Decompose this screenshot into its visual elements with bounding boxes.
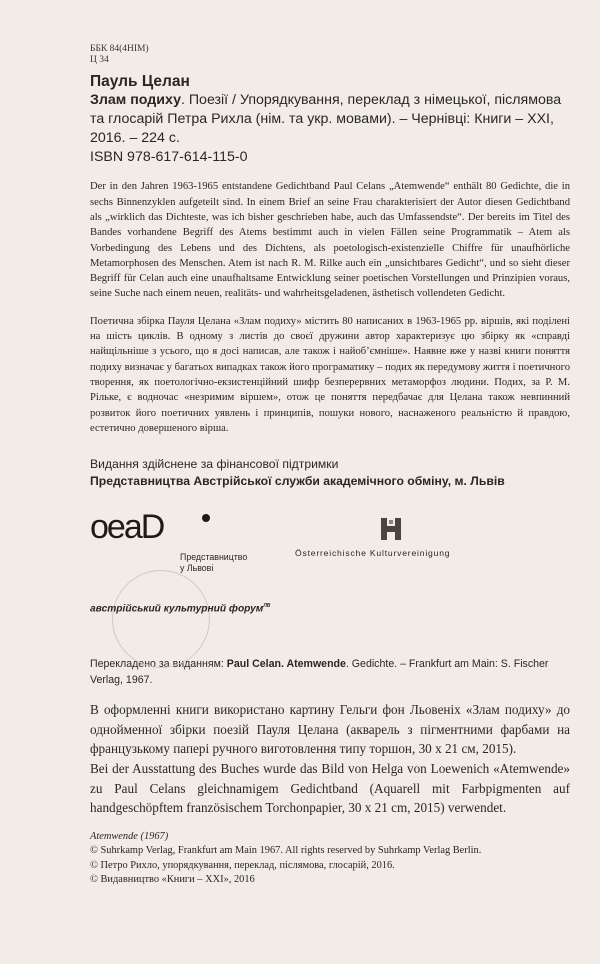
isbn: ISBN 978-617-614-115-0 <box>90 149 248 166</box>
funding-organization: Представництва Австрійської служби академічного обміну, м. Львів <box>90 474 505 489</box>
source-prefix: Перекладено за виданням: <box>90 658 227 671</box>
bbk-code <box>90 44 570 66</box>
oead-dot-icon <box>202 514 210 522</box>
forum-logo-circle <box>112 570 210 668</box>
okv-logo-icon <box>378 516 404 542</box>
forum-logo <box>90 603 270 614</box>
author-name: Пауль Целан <box>90 73 190 90</box>
oead-subtitle-line: у Львові <box>180 563 214 574</box>
source-work: Paul Celan. Atemwende <box>226 658 346 671</box>
copyright-line: © Петро Рихло, упорядкування, переклад, післямова, глосарій, 2016. <box>90 859 395 871</box>
bbk-line: ББК 84(4НІМ) <box>90 44 149 54</box>
abstract-ukrainian: Поетична збірка Пауля Целана «Злам подиху» містить 80 написаних в 1963-1965 рр. віршів, які поділені на шість циклів. В одному з листів до своєї дружини автор характеризує цю збірку як «справді найщільніше з усього, що я досі написав, але також і найобʼємніше». Наявне вже у назві книги поняття подиху визначає у багатьох випадках також його програматику – подих як передумову життя і поетичного творення, як поетологічно-екзистенційний шифр безперервних метаморфоз людини. Подих, за Р. М. Рільке, є водночас «незримим віршем», отож це поняття передбачає для Целана також невпинний розвиток його поетичних уявлень і принципів, пошуки нового, наснаженого реальністю й правдою, естетично довершеного вірша. <box>90 315 570 434</box>
sponsor-logos <box>90 500 570 640</box>
original-title: Atemwende (1967) <box>90 830 169 842</box>
cover-note-german: Bei der Ausstattung des Buches wurde das Bild von Helga von Loewenich «Atemwende» zu Paul Celans gleichnamigem Gedichtband (Aquarell mit Farbpigmenten auf handgeschöpftem französischem Torchonpapier, 30 x 21 cm, 2015) verwendet. <box>90 760 570 816</box>
source-details: . Gedichte. – Frankfurt am Main: S. Fischer Verlag, 1967. <box>90 658 549 687</box>
author-mark: Ц 34 <box>90 55 109 65</box>
book-title: Злам подиху <box>90 92 181 108</box>
cover-note-ukrainian: В оформленні книги використано картину Гельги фон Льовеніх «Злам подиху» до однойменної збірки поезій Пауля Целана (акварель з пігментними фарбами на французькому папері ручного виготовлення типу торшон, 30 x 21 см, 2015). <box>90 702 570 757</box>
forum-logo-text: австрійський культурний форум <box>90 603 264 615</box>
oead-logo: oeaD <box>90 508 164 547</box>
forum-logo-sup: ЛВ <box>263 603 271 610</box>
funding-note <box>90 456 570 490</box>
oead-subtitle-line: Представництво <box>180 552 248 563</box>
copyright-block <box>90 830 570 888</box>
bibliographic-entry <box>90 91 570 147</box>
abstract-german: Der in den Jahren 1963-1965 entstandene Gedichtband Paul Celans „Atemwende“ enthält 80 Gedichte, die in sechs Binnenzyklen aufgeteilt sind. In einem Brief an seine Frau charakterisiert der Autor diesen Gedichtband als „wirklich das Dichteste, was ich bisher geschrieben habe, auch das Umfassendste“. Der bereits im Titel des Bandes vorhandene Begriff des Atems bestimmt auch in vielen Fällen seine Programmatik – Atem als Vorbedingung des Lebens und des Dichtens, als poetologisch-existenzielle Chiffre für unaufhörliche Metamorphosen des Menschen. Atem ist nach R. M. Rilke auch ein „unsichtbares Gedicht“, und so sieht dieser Begriff für Celan auch eine unaufhaltsame Entwicklung seiner poetischen Vorstellungen und Prinzipien voraus, seine Suche nach einem neuen, realitäts- und wahrheitsgeladenen, ästhetisch vollendeten Gedicht. <box>90 181 570 300</box>
okv-name: Österreichische Kulturvereinigung <box>295 548 451 559</box>
funding-line: Видання здійснене за фінансової підтримки <box>90 457 339 472</box>
oead-subtitle <box>180 552 247 574</box>
copyright-line: © Suhrkamp Verlag, Frankfurt am Main 1967. All rights reserved by Suhrkamp Verlag Berlin. <box>90 845 482 857</box>
cover-design-note <box>90 700 570 818</box>
bibliographic-details: . Поезії / Упорядкування, переклад з німецької, післямова та глосарій Петра Рихла (нім. та укр. мовами). – Чернівці: Книги – XXI, 2016. – 224 с. <box>90 92 562 146</box>
copyright-line: © Видавництво «Книги – XXI», 2016 <box>90 874 255 886</box>
